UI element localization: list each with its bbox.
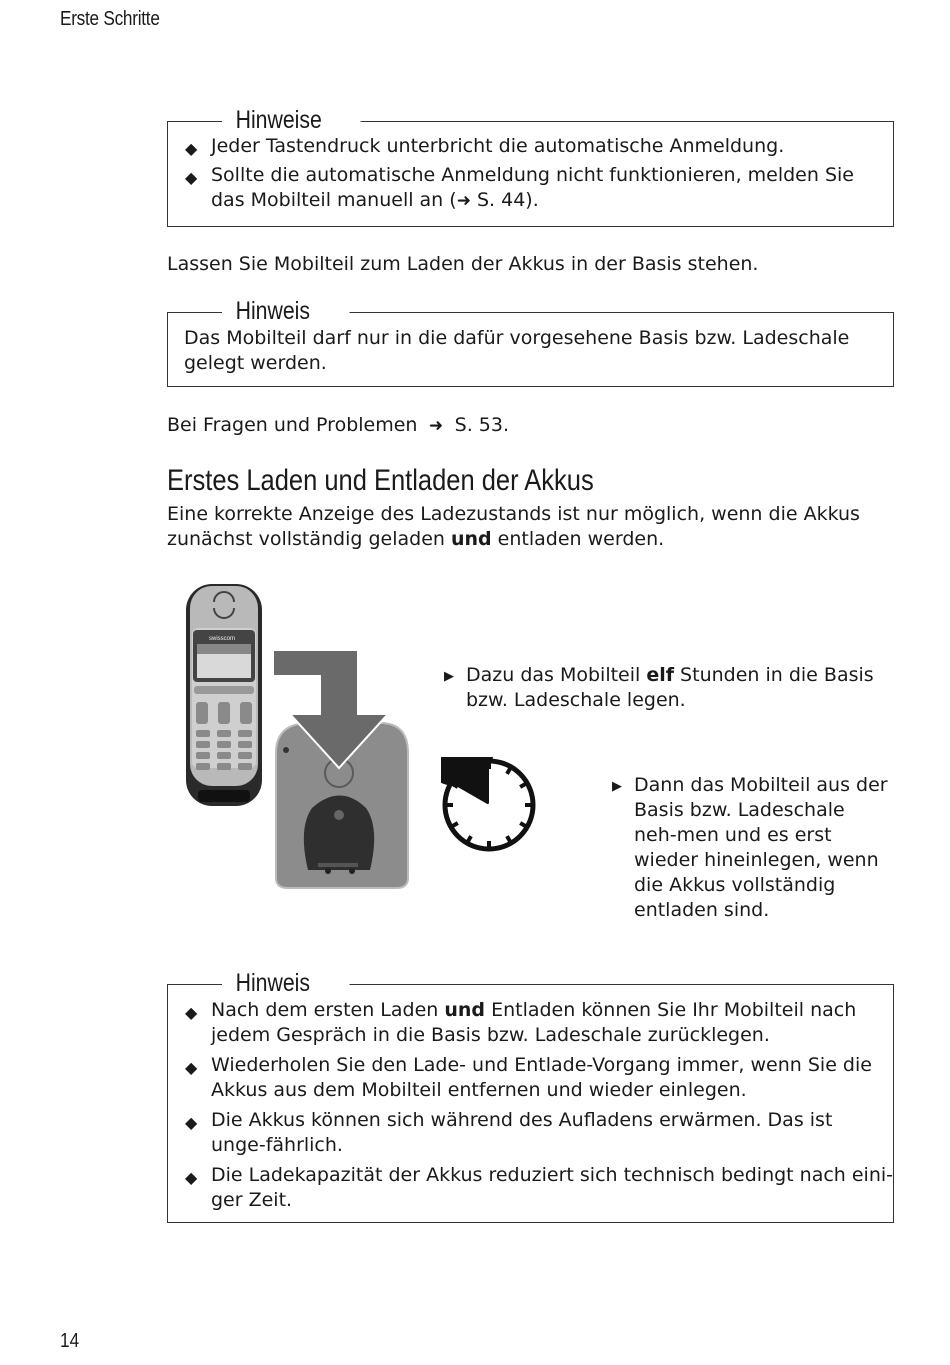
- step-2: ▶ Dann das Mobilteil aus der Basis bzw. Ladeschale neh-men und es erst wieder hineinlegen, wenn die Akkus vollständig entladen sind.: [612, 774, 888, 921]
- arrow-right-icon: ➜: [423, 416, 449, 436]
- page-number: 14: [60, 1330, 80, 1352]
- handset-image: [186, 584, 262, 806]
- hinweise-title: Hinweise: [222, 106, 361, 134]
- clock-11h-icon: [441, 757, 537, 853]
- triangle-bullet-icon: ▶: [444, 669, 454, 684]
- step-1: ▶ Dazu das Mobilteil elf Stunden in die Basis bzw. Ladeschale legen.: [444, 664, 874, 711]
- section-intro: Eine korrekte Anzeige des Ladezustands ist nur möglich, wenn die Akkus zunächst vollständig geladen und entladen werden.: [167, 503, 860, 550]
- list-item: ◆ Nach dem ersten Laden und Entladen können Sie Ihr Mobilteil nach jedem Gespräch in die Basis bzw. Ladeschale zurücklegen.: [185, 999, 857, 1046]
- list-item: ◆ Sollte die automatische Anmeldung nicht funktionieren, melden Sie das Mobilteil manuell an (➜ S. 44).: [185, 164, 854, 211]
- handset-brand-label: swisscom: [209, 636, 236, 642]
- paragraph: Bei Fragen und Problemen ➜ S. 53.: [167, 414, 509, 436]
- diamond-bullet-icon: ◆: [185, 1003, 198, 1022]
- diamond-bullet-icon: ◆: [185, 168, 198, 187]
- hinweis-box: [167, 297, 894, 387]
- hinweise-box: [167, 106, 894, 227]
- diamond-bullet-icon: ◆: [185, 1168, 198, 1187]
- diamond-bullet-icon: ◆: [185, 139, 198, 158]
- diamond-bullet-icon: ◆: [185, 1058, 198, 1077]
- section-title: Erstes Laden und Entladen der Akkus: [167, 464, 594, 497]
- list-item: ◆ Wiederholen Sie den Lade- und Entlade-Vorgang immer, wenn Sie die Akkus aus dem Mobilteil entfernen und wieder einlegen.: [185, 1054, 872, 1101]
- arrow-right-icon: ➜: [456, 191, 471, 211]
- list-item: ◆ Die Akkus können sich während des Aufladens erwärmen. Das ist unge-fährlich.: [185, 1109, 833, 1156]
- running-header: Erste Schritte: [60, 8, 160, 30]
- list-item: ◆ Die Ladekapazität der Akkus reduziert sich technisch bedingt nach eini-ger Zeit.: [185, 1164, 894, 1211]
- hinweis-title: Hinweis: [222, 297, 349, 325]
- page-ref: S. 44).: [476, 189, 539, 211]
- hinweis-title: Hinweis: [222, 969, 349, 997]
- list-item: ◆ Jeder Tastendruck unterbricht die automatische Anmeldung.: [168, 134, 893, 159]
- timer-label: 11 h: [471, 799, 516, 826]
- triangle-bullet-icon: ▶: [612, 779, 622, 794]
- hinweis-box-2: [167, 969, 894, 1223]
- paragraph: Lassen Sie Mobilteil zum Laden der Akkus in der Basis stehen.: [167, 253, 759, 275]
- diamond-bullet-icon: ◆: [185, 1113, 198, 1132]
- hinweis-text: Das Mobilteil darf nur in die dafür vorgesehene Basis bzw. Ladeschale gelegt werden.: [184, 327, 850, 374]
- page-ref: S. 53.: [454, 414, 509, 436]
